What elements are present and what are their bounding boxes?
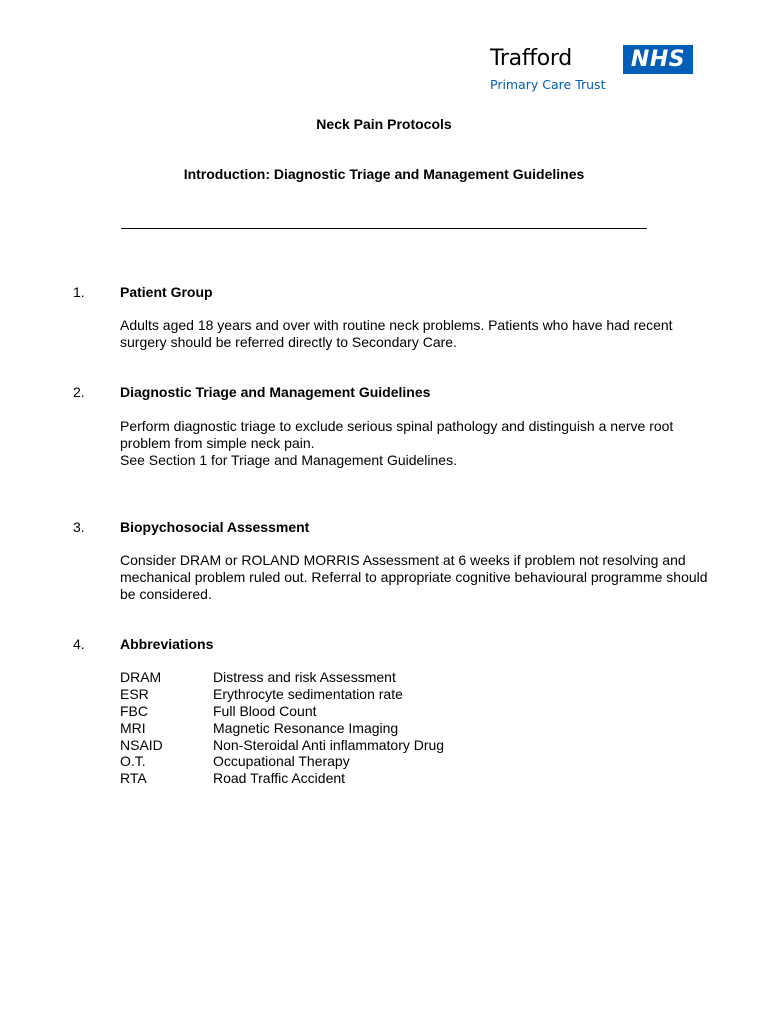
abbreviation-row — [120, 703, 317, 720]
section-3-paragraph: Consider DRAM or ROLAND MORRIS Assessment at 6 weeks if problem not resolving and mechanical problem ruled out. Referral to appropriate cognitive behavioural programme should be considered. — [120, 552, 708, 602]
section-3-heading: Biopychosocial Assessment — [120, 519, 310, 535]
abbreviation-meaning: Occupational Therapy — [213, 753, 350, 769]
section-2-number: 2. — [73, 384, 85, 400]
abbreviation-code: NSAID — [120, 737, 163, 753]
section-4-number: 4. — [73, 636, 85, 652]
trafford-nhs-logo — [490, 44, 694, 96]
document-subtitle: Introduction: Diagnostic Triage and Management Guidelines — [183, 166, 585, 182]
section-2-paragraph: Perform diagnostic triage to exclude serious spinal pathology and distinguish a nerve root problem from simple neck pain. — [120, 418, 674, 451]
abbreviation-row — [120, 669, 396, 686]
section-2-body — [120, 418, 710, 468]
abbreviation-meaning: Full Blood Count — [213, 703, 317, 719]
abbreviation-code: FBC — [120, 703, 148, 719]
section-2-paragraph: See Section 1 for Triage and Management Guidelines. — [120, 451, 457, 468]
document-title: Neck Pain Protocols — [316, 116, 452, 132]
horizontal-rule — [121, 228, 647, 229]
section-1-paragraph: Adults aged 18 years and over with routine neck problems. Patients who have had recent surgery should be referred directly to Secondary Care. — [120, 317, 673, 350]
logo-org-name: Trafford — [490, 46, 572, 71]
abbreviation-meaning: Road Traffic Accident — [213, 770, 346, 786]
abbreviation-code: MRI — [120, 720, 146, 736]
abbreviation-meaning: Erythrocyte sedimentation rate — [213, 686, 403, 702]
abbreviation-meaning: Non-Steroidal Anti inflammatory Drug — [213, 737, 445, 753]
section-2-heading: Diagnostic Triage and Management Guidelines — [120, 384, 431, 400]
section-1-body — [120, 317, 710, 351]
section-1-heading: Patient Group — [120, 284, 213, 300]
abbreviation-row — [120, 686, 403, 703]
abbreviation-row — [120, 737, 444, 754]
nhs-badge — [623, 45, 693, 74]
nhs-badge-text: NHS — [630, 47, 686, 72]
section-3-number: 3. — [73, 519, 85, 535]
abbreviation-row — [120, 720, 398, 737]
section-1-number: 1. — [73, 284, 85, 300]
abbreviation-row — [120, 753, 350, 770]
abbreviation-meaning: Magnetic Resonance Imaging — [213, 720, 399, 736]
abbreviation-code: DRAM — [120, 669, 162, 685]
abbreviation-code: ESR — [120, 686, 149, 702]
abbreviation-code: RTA — [120, 770, 147, 786]
logo-subtitle: Primary Care Trust — [490, 77, 606, 92]
abbreviation-code: O.T. — [120, 753, 146, 769]
abbreviation-row — [120, 770, 345, 787]
section-3-body — [120, 552, 710, 602]
abbreviation-meaning: Distress and risk Assessment — [213, 669, 396, 685]
section-4-heading: Abbreviations — [120, 636, 214, 652]
